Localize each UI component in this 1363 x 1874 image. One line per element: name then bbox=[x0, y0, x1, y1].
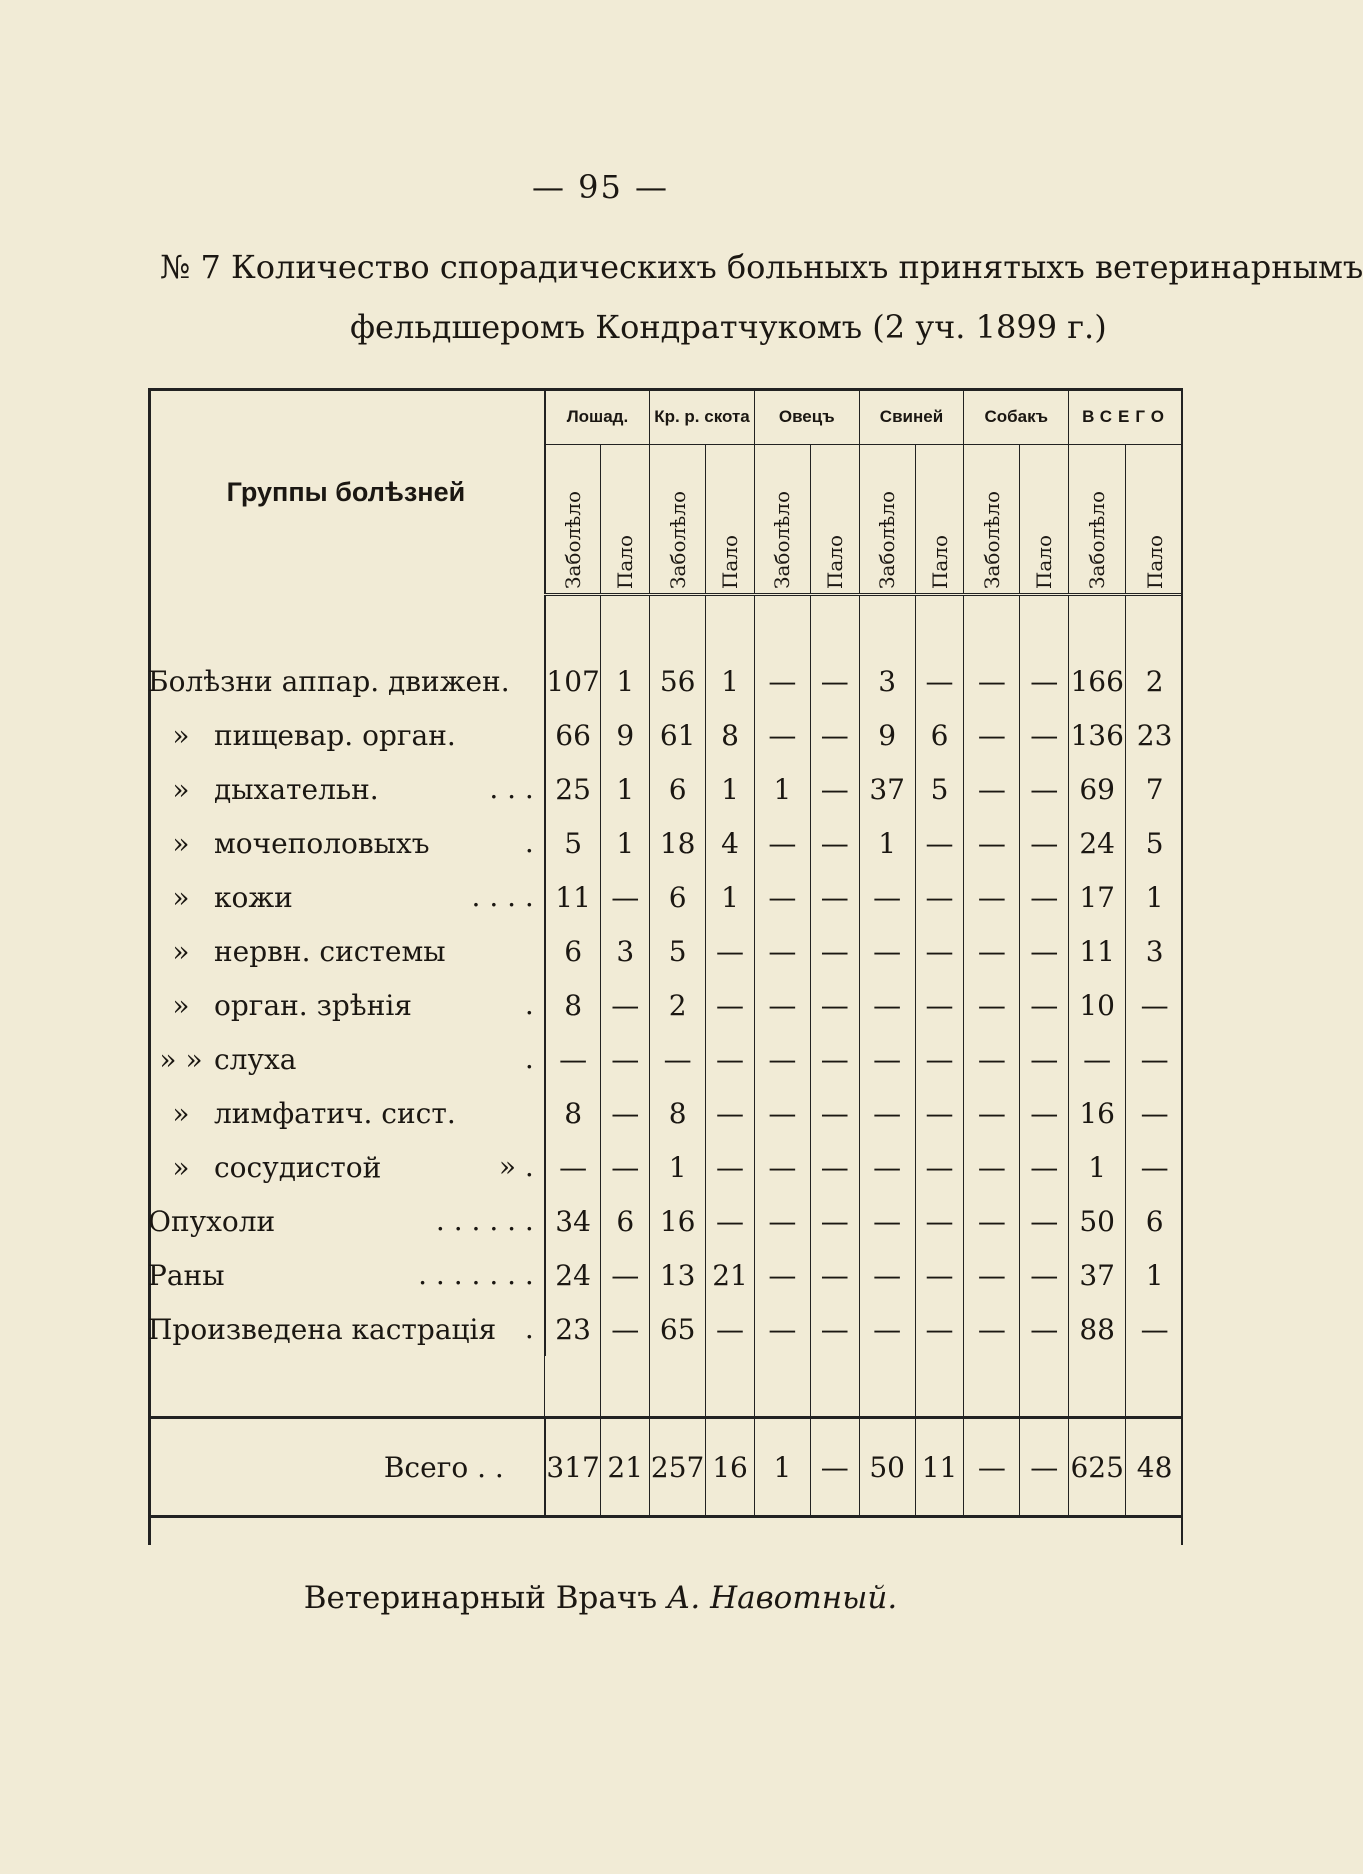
spacer-cell bbox=[650, 1356, 706, 1418]
spacer-cell bbox=[545, 1356, 601, 1418]
value-cell: — bbox=[601, 1032, 650, 1086]
value-cell: — bbox=[601, 978, 650, 1032]
row-label bbox=[148, 1086, 545, 1140]
total-value-cell: 48 bbox=[1126, 1418, 1183, 1517]
subheader-text: Заболѣло bbox=[561, 491, 586, 589]
table-row bbox=[148, 1248, 1183, 1302]
spacer-cell bbox=[859, 1356, 915, 1418]
header-cattle: Кр. р. скота bbox=[650, 390, 755, 445]
value-cell: — bbox=[859, 978, 915, 1032]
value-cell: 1 bbox=[1126, 1248, 1183, 1302]
value-cell: 65 bbox=[650, 1302, 706, 1356]
value-cell: 61 bbox=[650, 708, 706, 762]
ditto-mark: » bbox=[172, 718, 190, 752]
total-value-cell: 1 bbox=[754, 1418, 810, 1517]
value-cell: 66 bbox=[545, 708, 601, 762]
value-cell: 10 bbox=[1069, 978, 1126, 1032]
leader-dots: » . bbox=[498, 1150, 534, 1183]
row-label bbox=[148, 924, 545, 978]
total-value-cell: 625 bbox=[1069, 1418, 1126, 1517]
value-cell: 16 bbox=[650, 1194, 706, 1248]
table-row bbox=[148, 870, 1183, 924]
value-cell: — bbox=[1020, 1248, 1069, 1302]
value-cell: 5 bbox=[650, 924, 706, 978]
value-cell: 6 bbox=[1126, 1194, 1183, 1248]
value-cell: 24 bbox=[545, 1248, 601, 1302]
row-label bbox=[148, 816, 545, 870]
value-cell: — bbox=[964, 1194, 1020, 1248]
value-cell: — bbox=[859, 1194, 915, 1248]
subheader-fell-ill bbox=[964, 445, 1020, 595]
spacer-cell bbox=[1020, 595, 1069, 655]
value-cell: — bbox=[754, 978, 810, 1032]
value-cell: — bbox=[810, 978, 859, 1032]
subheader-text: Пало bbox=[718, 534, 742, 589]
value-cell: — bbox=[754, 1140, 810, 1194]
leader-dots: . . . . bbox=[471, 880, 534, 913]
ditto-mark: » bbox=[172, 934, 190, 968]
value-cell: — bbox=[1020, 762, 1069, 816]
ditto-mark: » bbox=[172, 880, 190, 914]
value-cell: 1 bbox=[650, 1140, 706, 1194]
value-cell: — bbox=[915, 1140, 964, 1194]
subheader-text: Заболѣло bbox=[875, 491, 900, 589]
value-cell: — bbox=[601, 1248, 650, 1302]
total-value-cell: 21 bbox=[601, 1418, 650, 1517]
row-label-text: орган. зрѣнія bbox=[214, 988, 412, 1022]
row-label-text: кожи bbox=[214, 880, 293, 914]
leader-dots: . bbox=[524, 826, 534, 859]
value-cell: — bbox=[1020, 870, 1069, 924]
row-label bbox=[148, 1248, 545, 1302]
value-cell: — bbox=[859, 1302, 915, 1356]
value-cell: — bbox=[964, 870, 1020, 924]
value-cell: 25 bbox=[545, 762, 601, 816]
table-row bbox=[148, 762, 1183, 816]
row-label-text: сосудистой bbox=[214, 1150, 382, 1184]
table-row bbox=[148, 1140, 1183, 1194]
total-value-cell: 257 bbox=[650, 1418, 706, 1517]
value-cell: 6 bbox=[915, 708, 964, 762]
spacer-cell bbox=[148, 1356, 545, 1418]
value-cell: — bbox=[706, 924, 755, 978]
page-number: — 95 — bbox=[531, 168, 670, 206]
spacer-cell bbox=[859, 595, 915, 655]
value-cell: — bbox=[754, 924, 810, 978]
value-cell: 21 bbox=[706, 1248, 755, 1302]
value-cell: — bbox=[810, 708, 859, 762]
value-cell: 2 bbox=[1126, 654, 1183, 708]
subheader-died bbox=[1020, 445, 1069, 595]
value-cell: 2 bbox=[650, 978, 706, 1032]
value-cell: — bbox=[964, 816, 1020, 870]
value-cell: 11 bbox=[1069, 924, 1126, 978]
value-cell: 1 bbox=[601, 654, 650, 708]
spacer-cell bbox=[1069, 1356, 1126, 1418]
value-cell: 1 bbox=[859, 816, 915, 870]
value-cell: — bbox=[915, 1032, 964, 1086]
value-cell: — bbox=[859, 1140, 915, 1194]
spacer-cell bbox=[601, 595, 650, 655]
value-cell: — bbox=[706, 1140, 755, 1194]
value-cell: 16 bbox=[1069, 1086, 1126, 1140]
row-label bbox=[148, 1032, 545, 1086]
subheader-died bbox=[810, 445, 859, 595]
value-cell: 11 bbox=[545, 870, 601, 924]
table-row bbox=[148, 708, 1183, 762]
row-label-text: Опухоли bbox=[148, 1204, 276, 1238]
value-cell: 136 bbox=[1069, 708, 1126, 762]
value-cell: — bbox=[601, 1086, 650, 1140]
subheader-died bbox=[915, 445, 964, 595]
ditto-mark: » bbox=[172, 826, 190, 860]
subheader-fell-ill bbox=[650, 445, 706, 595]
value-cell: 9 bbox=[859, 708, 915, 762]
leader-dots: . . . . . . bbox=[435, 1204, 534, 1237]
ditto-mark: » bbox=[172, 772, 190, 806]
table-row bbox=[148, 978, 1183, 1032]
value-cell: 5 bbox=[1126, 816, 1183, 870]
value-cell: 69 bbox=[1069, 762, 1126, 816]
value-cell: — bbox=[1020, 1140, 1069, 1194]
value-cell: 8 bbox=[650, 1086, 706, 1140]
value-cell: — bbox=[1126, 1032, 1183, 1086]
signature-title: Ветеринарный Врачъ bbox=[303, 1580, 658, 1616]
table-row bbox=[148, 654, 1183, 708]
value-cell: — bbox=[964, 1140, 1020, 1194]
value-cell: — bbox=[810, 870, 859, 924]
value-cell: — bbox=[1126, 978, 1183, 1032]
table-row bbox=[148, 1302, 1183, 1356]
header-sheep: Овецъ bbox=[754, 390, 859, 445]
signature bbox=[0, 1580, 1201, 1616]
value-cell: — bbox=[754, 1032, 810, 1086]
subheader-text: Заболѣло bbox=[770, 491, 795, 589]
row-label bbox=[148, 708, 545, 762]
value-cell: — bbox=[810, 1302, 859, 1356]
subheader-text: Заболѣло bbox=[979, 491, 1004, 589]
value-cell: 6 bbox=[650, 762, 706, 816]
disease-table bbox=[148, 390, 1183, 1545]
total-value-cell: 11 bbox=[915, 1418, 964, 1517]
spacer-cell bbox=[915, 1356, 964, 1418]
value-cell: — bbox=[964, 1302, 1020, 1356]
value-cell: — bbox=[1020, 1086, 1069, 1140]
value-cell: — bbox=[810, 762, 859, 816]
subheader-text: Пало bbox=[613, 534, 638, 589]
value-cell: — bbox=[754, 1302, 810, 1356]
table-title-line-2: фельдшеромъ Кондратчукомъ (2 уч. 1899 г.) bbox=[350, 308, 1107, 346]
leader-dots: . bbox=[524, 1042, 534, 1075]
row-label-text: мочеполовыхъ bbox=[214, 826, 430, 860]
value-cell: 1 bbox=[1069, 1140, 1126, 1194]
value-cell: — bbox=[754, 870, 810, 924]
spacer-cell bbox=[754, 595, 810, 655]
row-label bbox=[148, 1140, 545, 1194]
value-cell: — bbox=[859, 1032, 915, 1086]
value-cell: 3 bbox=[859, 654, 915, 708]
header-total: ВСЕГО bbox=[1069, 390, 1183, 445]
subheader-text: Пало bbox=[1032, 534, 1057, 589]
signature-name: А. Навотный. bbox=[666, 1580, 898, 1616]
value-cell: 5 bbox=[545, 816, 601, 870]
total-label: Всего . . bbox=[148, 1418, 545, 1517]
header-horses: Лошад. bbox=[545, 390, 650, 445]
groups-header: Группы болѣзней bbox=[226, 476, 466, 507]
ditto-mark: » bbox=[172, 988, 190, 1022]
row-label-text: дыхательн. bbox=[214, 772, 379, 806]
spacer-cell bbox=[964, 1356, 1020, 1418]
value-cell: — bbox=[964, 978, 1020, 1032]
ditto-mark: » » bbox=[159, 1042, 203, 1076]
value-cell: — bbox=[1020, 924, 1069, 978]
spacer-cell bbox=[545, 595, 601, 655]
value-cell: — bbox=[964, 708, 1020, 762]
value-cell: — bbox=[915, 1086, 964, 1140]
value-cell: 4 bbox=[706, 816, 755, 870]
leader-dots: . bbox=[524, 988, 534, 1021]
subheader-fell-ill bbox=[545, 445, 601, 595]
value-cell: 3 bbox=[601, 924, 650, 978]
subheader-died bbox=[1126, 445, 1183, 595]
value-cell: 24 bbox=[1069, 816, 1126, 870]
spacer-cell bbox=[601, 1356, 650, 1418]
value-cell: — bbox=[915, 1194, 964, 1248]
subheader-text: Пало bbox=[822, 534, 847, 589]
row-label bbox=[148, 1302, 545, 1356]
subheader-died bbox=[706, 445, 755, 595]
total-value-cell: 50 bbox=[859, 1418, 915, 1517]
value-cell: 3 bbox=[1126, 924, 1183, 978]
total-row bbox=[148, 1418, 1183, 1517]
value-cell: — bbox=[706, 978, 755, 1032]
value-cell: — bbox=[915, 870, 964, 924]
value-cell: — bbox=[754, 1194, 810, 1248]
value-cell: — bbox=[706, 1194, 755, 1248]
value-cell: 37 bbox=[1069, 1248, 1126, 1302]
spacer-cell bbox=[1020, 1356, 1069, 1418]
value-cell: — bbox=[1069, 1032, 1126, 1086]
value-cell: — bbox=[915, 924, 964, 978]
value-cell: 5 bbox=[915, 762, 964, 816]
value-cell: — bbox=[1126, 1302, 1183, 1356]
value-cell: — bbox=[754, 654, 810, 708]
spacer-cell bbox=[754, 1356, 810, 1418]
value-cell: 1 bbox=[1126, 870, 1183, 924]
spacer-cell bbox=[915, 595, 964, 655]
value-cell: — bbox=[810, 1032, 859, 1086]
value-cell: — bbox=[810, 1140, 859, 1194]
subheader-text: Заболѣло bbox=[1085, 491, 1110, 589]
value-cell: — bbox=[810, 1194, 859, 1248]
value-cell: 166 bbox=[1069, 654, 1126, 708]
value-cell: 18 bbox=[650, 816, 706, 870]
row-label-text: пищевар. орган. bbox=[214, 718, 456, 752]
value-cell: — bbox=[1020, 1032, 1069, 1086]
value-cell: — bbox=[915, 978, 964, 1032]
value-cell: 8 bbox=[545, 1086, 601, 1140]
value-cell: 1 bbox=[706, 762, 755, 816]
value-cell: 23 bbox=[1126, 708, 1183, 762]
value-cell: 88 bbox=[1069, 1302, 1126, 1356]
value-cell: 8 bbox=[706, 708, 755, 762]
value-cell: 56 bbox=[650, 654, 706, 708]
value-cell: — bbox=[859, 870, 915, 924]
value-cell: — bbox=[859, 1248, 915, 1302]
value-cell: — bbox=[754, 1086, 810, 1140]
value-cell: — bbox=[964, 762, 1020, 816]
value-cell: — bbox=[601, 1302, 650, 1356]
value-cell: — bbox=[706, 1302, 755, 1356]
subheader-text: Заболѣло bbox=[665, 491, 690, 589]
value-cell: — bbox=[754, 1248, 810, 1302]
row-label bbox=[148, 1194, 545, 1248]
value-cell: 9 bbox=[601, 708, 650, 762]
value-cell: — bbox=[810, 924, 859, 978]
value-cell: — bbox=[1020, 654, 1069, 708]
value-cell: — bbox=[754, 816, 810, 870]
ditto-mark: » bbox=[172, 1096, 190, 1130]
value-cell: — bbox=[964, 654, 1020, 708]
value-cell: 1 bbox=[706, 654, 755, 708]
value-cell: — bbox=[810, 654, 859, 708]
subheader-text: Пало bbox=[927, 534, 952, 589]
row-label-text: лимфатич. сист. bbox=[214, 1096, 456, 1130]
value-cell: 6 bbox=[545, 924, 601, 978]
spacer-cell bbox=[810, 1356, 859, 1418]
value-cell: — bbox=[1126, 1140, 1183, 1194]
spacer-cell bbox=[650, 595, 706, 655]
row-label-text: Болѣзни аппар. движен. bbox=[148, 664, 510, 698]
header-pigs: Свиней bbox=[859, 390, 964, 445]
value-cell: — bbox=[601, 870, 650, 924]
value-cell: 1 bbox=[754, 762, 810, 816]
value-cell: — bbox=[964, 1032, 1020, 1086]
value-cell: — bbox=[706, 1032, 755, 1086]
value-cell: 1 bbox=[601, 762, 650, 816]
leader-dots: . . . bbox=[489, 772, 534, 805]
spacer-cell bbox=[964, 595, 1020, 655]
row-label bbox=[148, 978, 545, 1032]
value-cell: — bbox=[964, 924, 1020, 978]
spacer-cell bbox=[1126, 595, 1183, 655]
table-row bbox=[148, 1032, 1183, 1086]
table-row bbox=[148, 1086, 1183, 1140]
row-label bbox=[148, 654, 545, 708]
leader-dots: . bbox=[524, 1312, 534, 1345]
spacer-cell bbox=[810, 595, 859, 655]
value-cell: 6 bbox=[650, 870, 706, 924]
value-cell: — bbox=[601, 1140, 650, 1194]
value-cell: 37 bbox=[859, 762, 915, 816]
value-cell: — bbox=[810, 816, 859, 870]
subheader-fell-ill bbox=[754, 445, 810, 595]
value-cell: — bbox=[859, 1086, 915, 1140]
spacer-cell bbox=[1126, 1356, 1183, 1418]
ditto-mark: » bbox=[172, 1150, 190, 1184]
value-cell: 7 bbox=[1126, 762, 1183, 816]
value-cell: — bbox=[1020, 816, 1069, 870]
total-value-cell: — bbox=[1020, 1418, 1069, 1517]
table-title-line-1: № 7 Количество спорадическихъ больныхъ принятыхъ ветеринарнымъ bbox=[160, 248, 1363, 286]
value-cell: 34 bbox=[545, 1194, 601, 1248]
value-cell: 6 bbox=[601, 1194, 650, 1248]
value-cell: 13 bbox=[650, 1248, 706, 1302]
row-label bbox=[148, 762, 545, 816]
subheader-died bbox=[601, 445, 650, 595]
value-cell: — bbox=[545, 1140, 601, 1194]
total-value-cell: — bbox=[810, 1418, 859, 1517]
spacer-cell bbox=[706, 1356, 755, 1418]
header-dogs: Собакъ bbox=[964, 390, 1069, 445]
value-cell: — bbox=[915, 816, 964, 870]
value-cell: — bbox=[915, 1302, 964, 1356]
value-cell: — bbox=[859, 924, 915, 978]
value-cell: 107 bbox=[545, 654, 601, 708]
value-cell: — bbox=[706, 1086, 755, 1140]
row-label bbox=[148, 870, 545, 924]
row-label-text: Раны bbox=[148, 1258, 225, 1292]
total-value-cell: — bbox=[964, 1418, 1020, 1517]
value-cell: — bbox=[810, 1086, 859, 1140]
row-label-text: слуха bbox=[214, 1042, 297, 1076]
table-row bbox=[148, 816, 1183, 870]
subheader-text: Пало bbox=[1142, 534, 1167, 589]
value-cell: 1 bbox=[601, 816, 650, 870]
value-cell: 23 bbox=[545, 1302, 601, 1356]
subheader-fell-ill bbox=[859, 445, 915, 595]
spacer-cell bbox=[1069, 595, 1126, 655]
value-cell: — bbox=[964, 1086, 1020, 1140]
value-cell: — bbox=[915, 654, 964, 708]
value-cell: — bbox=[754, 708, 810, 762]
value-cell: — bbox=[1020, 1302, 1069, 1356]
value-cell: — bbox=[964, 1248, 1020, 1302]
value-cell: — bbox=[1126, 1086, 1183, 1140]
value-cell: — bbox=[1020, 1194, 1069, 1248]
total-value-cell: 16 bbox=[706, 1418, 755, 1517]
total-value-cell: 317 bbox=[545, 1418, 601, 1517]
value-cell: — bbox=[810, 1248, 859, 1302]
spacer-cell bbox=[706, 595, 755, 655]
value-cell: 8 bbox=[545, 978, 601, 1032]
value-cell: — bbox=[545, 1032, 601, 1086]
table-row bbox=[148, 924, 1183, 978]
value-cell: — bbox=[1020, 978, 1069, 1032]
subheader-fell-ill bbox=[1069, 445, 1126, 595]
leader-dots: . . . . . . . bbox=[418, 1258, 534, 1291]
value-cell: — bbox=[650, 1032, 706, 1086]
value-cell: — bbox=[1020, 708, 1069, 762]
row-label-text: Произведена кастрація bbox=[148, 1312, 497, 1346]
row-label-text: нервн. системы bbox=[214, 934, 446, 968]
value-cell: 17 bbox=[1069, 870, 1126, 924]
value-cell: — bbox=[915, 1248, 964, 1302]
spacer-cell bbox=[148, 595, 545, 655]
value-cell: 50 bbox=[1069, 1194, 1126, 1248]
table-row bbox=[148, 1194, 1183, 1248]
value-cell: 1 bbox=[706, 870, 755, 924]
